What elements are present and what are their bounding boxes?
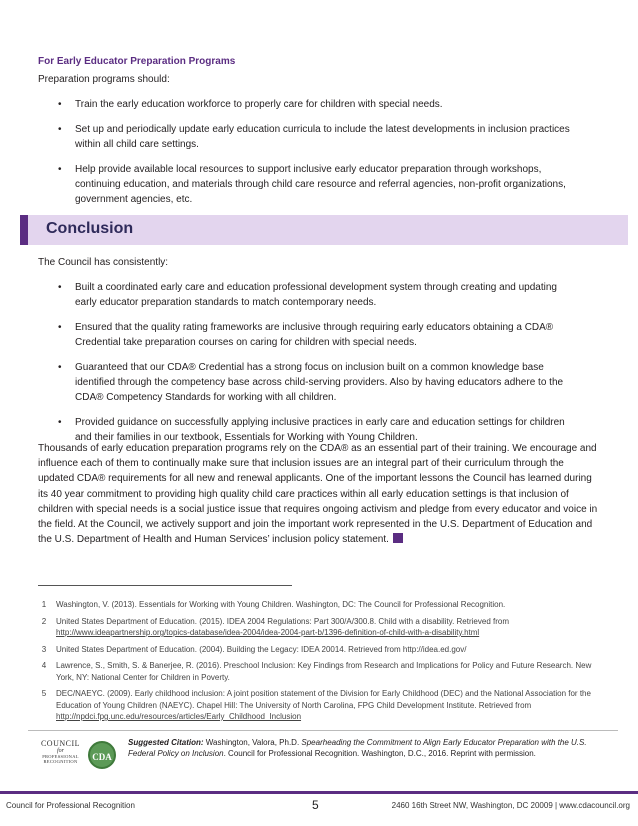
list-item: • Guaranteed that our CDA® Credential has a strong focus on inclusion built on a common knowledge base identified through the competency base across child-serving providers. Also by having educators adhere to the CDA® Competency Standards for working with all children.	[58, 360, 578, 405]
footer-org: Council for Professional Recognition	[6, 801, 135, 810]
footnote-link[interactable]: http://npdci.fpg.unc.edu/resources/articles/Early_Childhood_Inclusion	[56, 712, 302, 721]
closing-text: Thousands of early education preparation programs rely on the CDA® as an essential part of their training. We encourage and influence each of them to continually make sure that inclusion issues are an integral part of their curriculum through the updated CDA® requirements for all new and renewal applicants. One of the important lessons the Council has learned during its 40 year commitment to providing high quality child care practices within all early education settings is that inclusion of children with special needs is a social justice issue that requires ongoing activism and pledge from every educator and voice in the field. At the Council, we actively support and join the important work represented in the U.S. Department of Education and the U.S. Department of Health and Human Services’ inclusion policy statement.	[38, 443, 598, 546]
council-logo	[38, 739, 83, 775]
footnote-number: 2	[41, 616, 47, 626]
citation-rest: . Council for Professional Recognition. Washington, D.C., 2016. Reprint with permission.	[223, 749, 536, 758]
list-item: • Train the early education workforce to properly care for children with special needs.	[58, 97, 578, 112]
footnote-item	[38, 660, 604, 683]
cda-badge-icon: CDA	[88, 741, 116, 769]
footer-divider	[0, 791, 638, 794]
conclusion-list	[58, 280, 578, 455]
list-item: • Built a coordinated early care and education professional development system through creating and updating early educator preparation standards to match contemporary needs.	[58, 280, 578, 310]
logo-council-text: COUNCIL	[40, 739, 81, 748]
footnote-text: United States Department of Education. (2015). IDEA 2004 Regulations: Part 300/A/300.8. Child with a disability. Retrieved from	[56, 616, 509, 626]
conclusion-intro: The Council has consistently:	[38, 257, 169, 268]
footnote-link[interactable]: http://www.ideapartnership.org/topics-database/idea-2004/idea-2004-part-b/1396-definition-of-child-with-a-disability.html	[56, 628, 480, 637]
page-footer	[0, 796, 638, 820]
list-item: • Provided guidance on successfully applying inclusive practices in early care and education settings for children and their families in our textbook, Essentials for Working with Young Children.	[58, 415, 578, 445]
footnote-list	[38, 599, 604, 728]
list-item: • Set up and periodically update early education curricula to include the latest developments in inclusion practices within all child care settings.	[58, 122, 578, 152]
page-number: 5	[312, 798, 319, 812]
preparation-intro: Preparation programs should:	[38, 74, 170, 85]
section-subheading: For Early Educator Preparation Programs	[38, 56, 236, 67]
footnote-text: United States Department of Education. (2004). Building the Legacy: IDEA 20014. Retrieved from http://idea.ed.gov/	[56, 644, 467, 654]
footnote-text: Lawrence, S., Smith, S. & Banerjee, R. (2016). Preschool Inclusion: Key Findings from Research and Implications for Policy and Future Research. New York, NY: National Center for Children in Poverty.	[56, 661, 592, 682]
footnote-item	[38, 616, 604, 639]
logo-recognition-text: RECOGNITION	[43, 759, 78, 764]
logo-for-text: for	[56, 748, 64, 754]
footnote-text: DEC/NAEYC. (2009). Early childhood inclusion: A joint position statement of the Division for Early Childhood (DEC) and the National Association for the Education of Young Children (NAEYC). Chapel Hill: The University of North Carolina, FPG Child Development Institute. Retrieved from	[56, 689, 591, 710]
citation-title: Spearheading the Commitment to Align Early Educator Preparation with the U.S. Federal Policy on Inclusion	[128, 738, 587, 758]
conclusion-title: Conclusion	[46, 220, 134, 237]
footnote-number: 4	[41, 661, 47, 670]
footnote-number: 3	[41, 644, 47, 654]
list-item: • Help provide available local resources to support inclusive early educator preparation through workshops, continuing education, and materials through child care resource and referral agencies, non-profit organizations, government agencies, etc.	[58, 162, 578, 207]
footnote-item	[38, 688, 604, 723]
footnote-item	[38, 599, 604, 611]
citation-label: Suggested Citation:	[128, 738, 204, 747]
end-mark-icon	[393, 533, 403, 543]
list-item: • Ensured that the quality rating frameworks are inclusive through requiring early educators obtaining a CDA® Credential take preparation courses on caring for children with special needs.	[58, 320, 578, 350]
footnote-item	[38, 644, 604, 656]
suggested-citation	[128, 737, 598, 759]
footnote-number: 1	[41, 600, 47, 609]
footnote-divider	[38, 585, 292, 586]
conclusion-banner	[20, 215, 628, 245]
logo-professional-text: PROFESSIONAL	[42, 754, 79, 759]
footnote-number: 5	[41, 689, 47, 698]
preparation-list	[58, 97, 578, 217]
closing-paragraph	[38, 441, 598, 547]
citation-box	[28, 730, 618, 780]
citation-author: Washington, Valora, Ph.D.	[203, 738, 302, 747]
footer-address: 2460 16th Street NW, Washington, DC 20009 | www.cdacouncil.org	[391, 801, 630, 810]
footnote-text: Washington, V. (2013). Essentials for Working with Young Children. Washington, DC: The Council for Professional Recognition.	[56, 600, 506, 609]
